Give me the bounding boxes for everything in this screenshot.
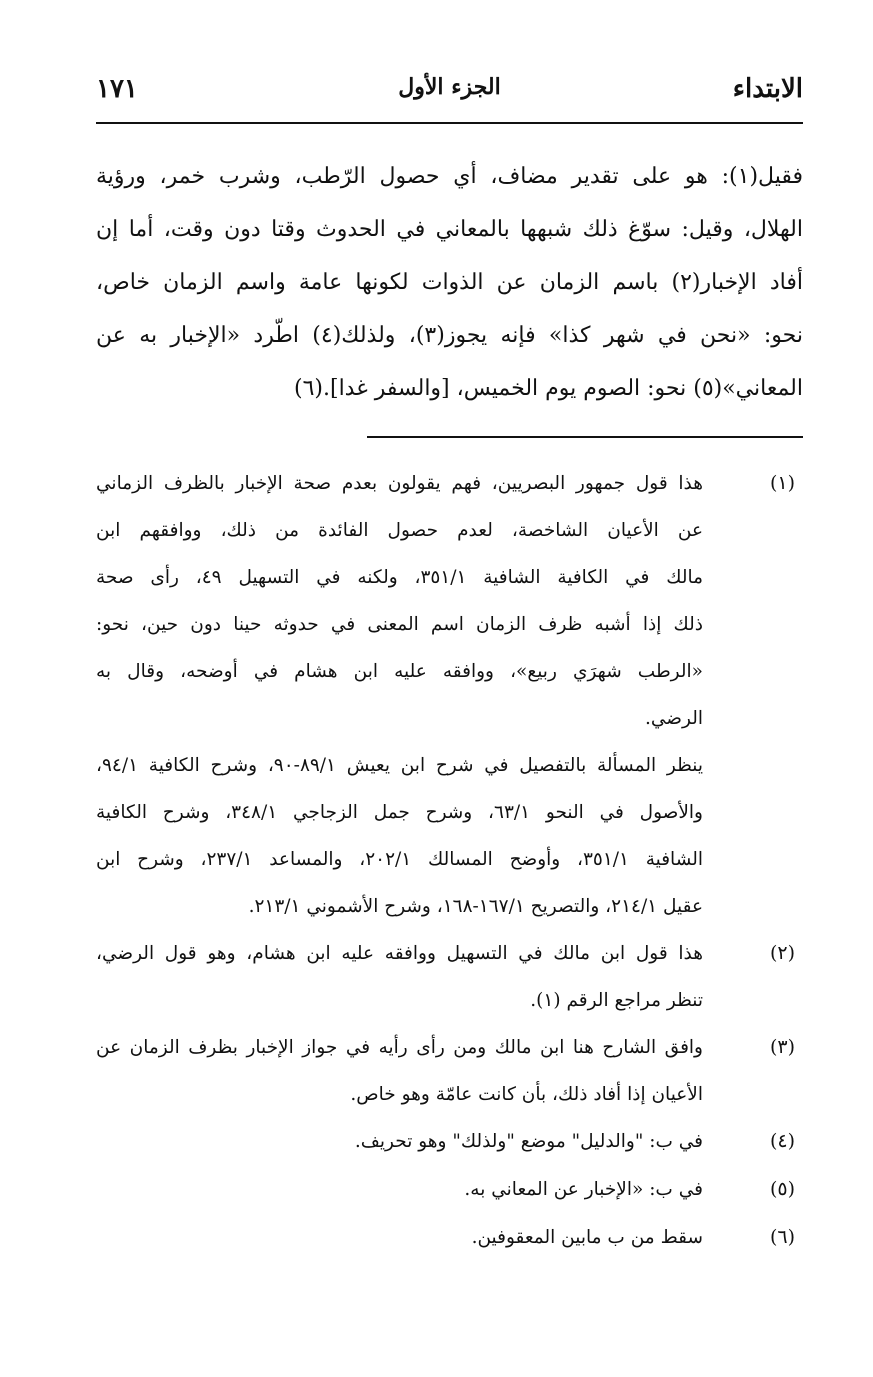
footnote-line: ذلك إذا أشبه ظرف الزمان اسم المعنى في حدوثه حينا دون حين، نحو: bbox=[96, 614, 703, 635]
footnote-number: (٢) bbox=[769, 942, 795, 964]
footnote bbox=[96, 460, 803, 930]
footnote-separator bbox=[367, 436, 803, 438]
footnotes bbox=[96, 460, 803, 1262]
main-text-line: نحو: «نحن في شهر كذا» فإنه يجوز(٣)، ولذلك(٤) اطّرد «الإخبار به عن bbox=[96, 323, 803, 348]
volume-label: الجزء الأول bbox=[398, 74, 501, 100]
footnote-number: (٦) bbox=[769, 1226, 795, 1248]
footnote-line: في ب: "والدليل" موضع "ولذلك" وهو تحريف. bbox=[354, 1131, 703, 1152]
main-text-line: المعاني»(٥) نحو: الصوم يوم الخميس، [والسفر غدا].(٦) bbox=[293, 376, 803, 401]
footnote-line: وافق الشارح هنا ابن مالك ومن رأى رأيه في جواز الإخبار بظرف الزمان عن bbox=[96, 1037, 703, 1058]
footnote-line: الأعيان إذا أفاد ذلك، بأن كانت عامّة وهو خاص. bbox=[350, 1084, 703, 1105]
main-text bbox=[96, 150, 803, 415]
footnote-line: الشافية ٣٥١/١، وأوضح المسالك ٢٠٢/١، والمساعد ٢٣٧/١، وشرح ابن bbox=[96, 849, 703, 870]
footnote-line: هذا قول جمهور البصريين، فهم يقولون بعدم صحة الإخبار بالظرف الزماني bbox=[96, 473, 703, 494]
footnote bbox=[96, 930, 803, 1024]
footnote-line: مالك في الكافية الشافية ٣٥١/١، ولكنه في التسهيل ٤٩، رأى صحة bbox=[96, 567, 703, 588]
chapter-title: الابتداء bbox=[732, 74, 803, 104]
footnote-line: ينظر المسألة بالتفصيل في شرح ابن يعيش ٨٩/١-٩٠، وشرح الكافية ٩٤/١، bbox=[96, 755, 703, 776]
footnote-number: (٣) bbox=[769, 1036, 795, 1058]
footnote-line: في ب: «الإخبار عن المعاني به. bbox=[464, 1179, 703, 1200]
page-number: ١٧١ bbox=[96, 74, 138, 104]
footnote-line: سقط من ب مابين المعقوفين. bbox=[471, 1227, 703, 1248]
footnote bbox=[96, 1214, 803, 1262]
footnote-line: «الرطب شهرَي ربيع»، ووافقه عليه ابن هشام في أوضحه، وقال به bbox=[96, 661, 703, 682]
footnote-number: (١) bbox=[769, 472, 795, 494]
main-text-line: أفاد الإخبار(٢) باسم الزمان عن الذوات لكونها عامة واسم الزمان خاص، bbox=[96, 270, 803, 295]
footnote-line: الرضي. bbox=[645, 708, 703, 729]
main-text-line: الهلال، وقيل: سوّغ ذلك شبهها بالمعاني في الحدوث وقتا دون وقت، أما إن bbox=[96, 217, 803, 242]
footnote-line: هذا قول ابن مالك في التسهيل ووافقه عليه ابن هشام، وهو قول الرضي، bbox=[96, 943, 703, 964]
footnote bbox=[96, 1166, 803, 1214]
footnote-number: (٤) bbox=[769, 1130, 795, 1152]
footnote-line: تنظر مراجع الرقم (١). bbox=[530, 990, 703, 1011]
footnote-number: (٥) bbox=[769, 1178, 795, 1200]
main-text-line: فقيل(١): هو على تقدير مضاف، أي حصول الرّطب، وشرب خمر، ورؤية bbox=[96, 164, 803, 189]
footnote bbox=[96, 1024, 803, 1118]
footnote bbox=[96, 1118, 803, 1166]
footnote-line: عقيل ٢١٤/١، والتصريح ١٦٧/١-١٦٨، وشرح الأشموني ٢١٣/١. bbox=[248, 896, 703, 917]
footnote-line: والأصول في النحو ٦٣/١، وشرح جمل الزجاجي ٣٤٨/١، وشرح الكافية bbox=[96, 802, 703, 823]
footnote-line: عن الأعيان الشاخصة، لعدم حصول الفائدة من ذلك، ووافقهم ابن bbox=[96, 520, 703, 541]
running-header bbox=[96, 64, 803, 124]
